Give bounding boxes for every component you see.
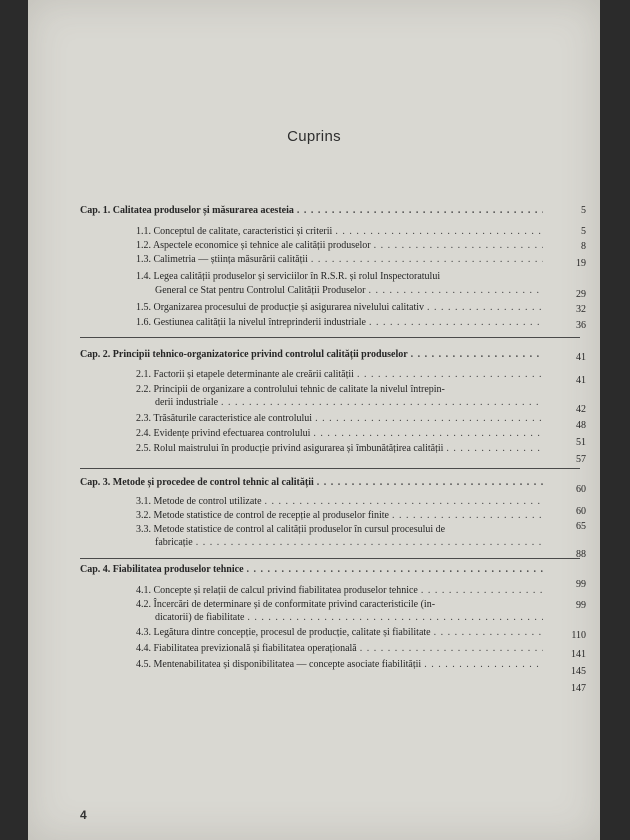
toc-page-number: 88	[576, 549, 586, 560]
toc-section-4-2[interactable]: 4.2. Încercări de determinare și de conformitate privind caracteristicile (in-	[136, 599, 436, 610]
toc-chapter-label: Cap. 1. Calitatea produselor și măsurarea acesteia	[80, 205, 294, 216]
toc-page-number: 5	[581, 205, 586, 216]
toc-page-number: 65	[576, 521, 586, 532]
toc-section-1-6[interactable]: 1.6. Gestiunea calității la nivelul întreprinderii industriale . . .	[136, 317, 546, 329]
toc-section-1-2[interactable]: 1.2. Aspectele economice și tehnice ale calității produselor . . .	[136, 240, 546, 252]
toc-page-number: 57	[576, 454, 586, 465]
toc-page-number: 145	[571, 666, 586, 677]
toc-page-number: 60	[576, 484, 586, 495]
toc-page-number: 5	[581, 226, 586, 237]
toc-page-number: 141	[571, 649, 586, 660]
toc-page-number: 41	[576, 352, 586, 363]
toc-section-2-2-cont: derii industriale . . .	[155, 397, 546, 409]
divider	[80, 558, 580, 559]
toc-section-3-3[interactable]: 3.3. Metode statistice de control al calității produselor în cursul procesului de	[136, 524, 446, 535]
toc-page-number: 48	[576, 420, 586, 431]
toc-section-1-1[interactable]: 1.1. Conceptul de calitate, caracteristici și criterii . . .	[136, 226, 546, 238]
toc-chapter-3[interactable]	[80, 477, 546, 489]
divider	[80, 468, 580, 469]
toc-page-number: 99	[576, 579, 586, 590]
toc-chapter-label: Cap. 2. Principii tehnico-organizatorice privind controlul calității produselor	[80, 349, 408, 360]
toc-section-3-1[interactable]: 3.1. Metode de control utilizate . . .	[136, 496, 546, 508]
toc-section-2-5[interactable]: 2.5. Rolul maistrului în producție privind asigurarea și îmbunătățirea calității . . .	[136, 443, 546, 455]
toc-section-1-4[interactable]: 1.4. Legea calității produselor și serviciilor în R.S.R. și rolul Inspectoratului	[136, 271, 441, 282]
toc-section-3-3-cont: fabricație . . .	[155, 537, 546, 549]
toc-page-number: 147	[571, 683, 586, 694]
toc-section-4-1[interactable]: 4.1. Concepte și relații de calcul privind fiabilitatea produselor tehnice . . .	[136, 585, 546, 597]
toc-page-number: 110	[571, 630, 586, 641]
document-page	[28, 0, 600, 840]
toc-chapter-4[interactable]	[80, 564, 546, 576]
toc-section-2-4[interactable]: 2.4. Evidențe privind efectuarea controlului . . .	[136, 428, 546, 440]
toc-section-4-3[interactable]: 4.3. Legătura dintre concepție, procesul de producție, calitate și fiabilitate . . .	[136, 627, 546, 639]
toc-page-number: 8	[581, 241, 586, 252]
toc-section-1-5[interactable]: 1.5. Organizarea procesului de producție și asigurarea nivelului calitativ . . .	[136, 302, 546, 314]
page-title: Cuprins	[287, 128, 341, 145]
toc-page-number: 51	[576, 437, 586, 448]
toc-page-number: 41	[576, 375, 586, 386]
toc-page-number: 60	[576, 506, 586, 517]
toc-section-3-2[interactable]: 3.2. Metode statistice de control de recepție al produselor finite . . .	[136, 510, 546, 522]
divider	[80, 337, 580, 338]
toc-chapter-label: Cap. 4. Fiabilitatea produselor tehnice	[80, 564, 244, 575]
page-number: 4	[80, 808, 87, 822]
toc-section-4-2-cont: dicatorii) de fiabilitate . . .	[155, 612, 546, 624]
toc-section-4-4[interactable]: 4.4. Fiabilitatea previzională și fiabilitatea operațională . . .	[136, 643, 546, 655]
toc-page-number: 42	[576, 404, 586, 415]
toc-section-2-3[interactable]: 2.3. Trăsăturile caracteristice ale controlului . . .	[136, 413, 546, 425]
toc-section-4-5[interactable]: 4.5. Mentenabilitatea și disponibilitatea — concepte asociate fiabilității . . .	[136, 659, 546, 671]
toc-chapter-1[interactable]	[80, 205, 546, 217]
toc-page-number: 36	[576, 320, 586, 331]
toc-page-number: 19	[576, 258, 586, 269]
toc-section-1-3[interactable]: 1.3. Calimetria — știința măsurării calității . . .	[136, 254, 546, 266]
toc-section-1-4-cont: General ce Stat pentru Controlul Calității Produselor . . .	[155, 285, 546, 297]
toc-chapter-label: Cap. 3. Metode și procedee de control tehnic al calității	[80, 477, 314, 488]
toc-section-2-1[interactable]: 2.1. Factorii și etapele determinante ale creării calității . . .	[136, 369, 546, 381]
toc-section-2-2[interactable]: 2.2. Principii de organizare a controlului tehnic de calitate la nivelul întrepin-	[136, 384, 445, 395]
toc-page-number: 99	[576, 600, 586, 611]
toc-page-number: 29	[576, 289, 586, 300]
toc-chapter-2[interactable]	[80, 349, 546, 361]
toc-page-number: 32	[576, 304, 586, 315]
